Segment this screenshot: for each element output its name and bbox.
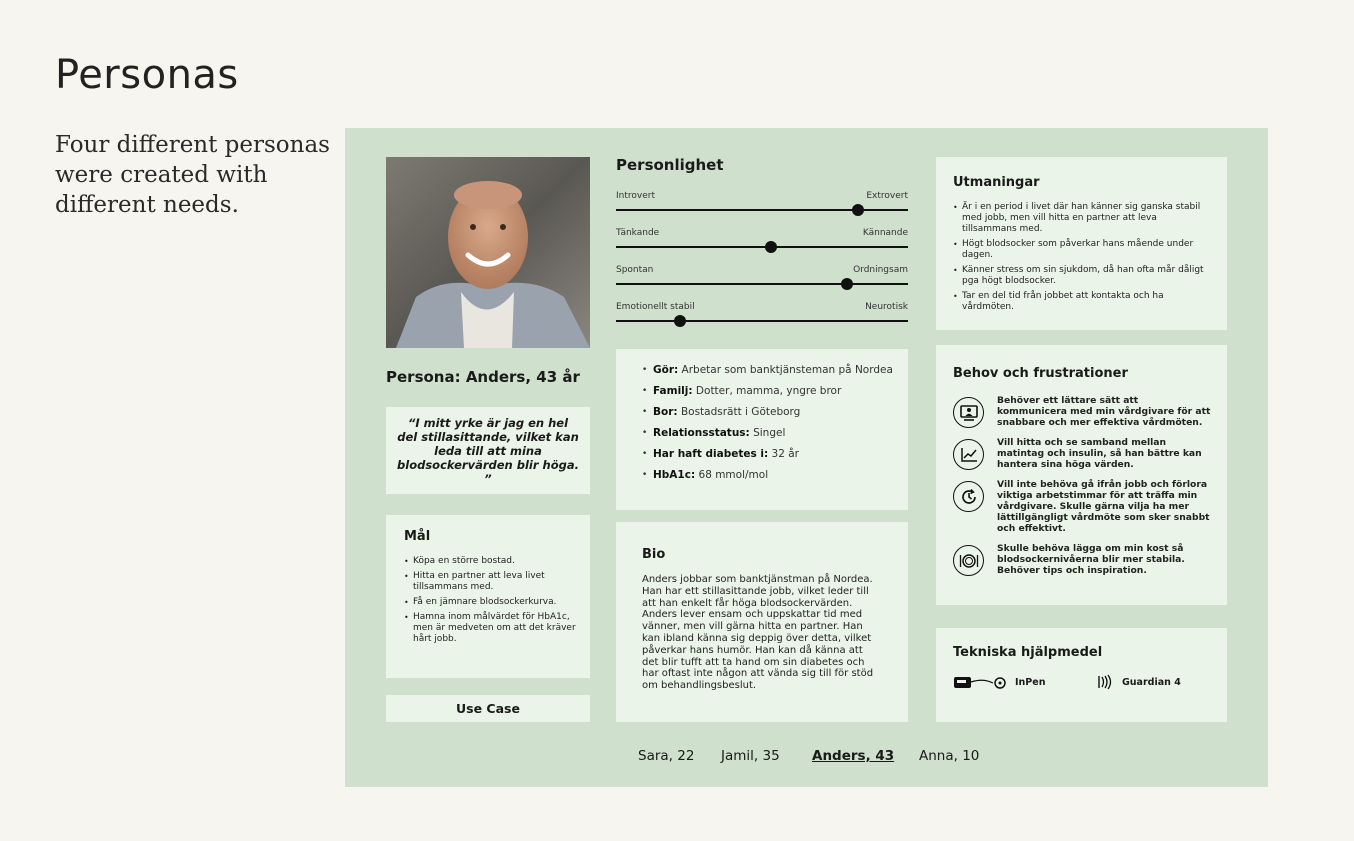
fact-item: • Bor: Bostadsrätt i Göteborg bbox=[642, 404, 894, 421]
persona-tab-jamil[interactable]: Jamil, 35 bbox=[721, 748, 780, 764]
persona-portrait-image bbox=[386, 157, 590, 348]
bio-text: Anders jobbar som banktjänstman på Nordea. Han har ett stillasittande jobb, vilket leder till att han enkelt får höga blodsockervärden. Anders lever ensam och uppskattar tid med vänner, men vill gärna hitta en partner. Han kan ibland känna sig deppig över detta, vilket påverkar hans humör. Han kan då känna att det blir tufft att ta hand om sin diabetes och har oftast inte någon att vända sig till för stöd om behandlingsbeslut. bbox=[642, 574, 874, 692]
trait-right-label: Extrovert bbox=[866, 191, 908, 201]
clock-arrow-icon bbox=[953, 481, 984, 512]
persona-tab-anna[interactable]: Anna, 10 bbox=[919, 748, 980, 764]
persona-photo bbox=[386, 157, 590, 348]
fact-item: • Gör: Arbetar som banktjänsteman på Nordea bbox=[642, 362, 894, 379]
trait-right-label: Kännande bbox=[862, 228, 908, 238]
trait-track bbox=[616, 320, 908, 322]
challenges-title: Utmaningar bbox=[953, 175, 1040, 190]
trait-knob bbox=[852, 204, 864, 216]
need-item: Vill inte behöva gå ifrån jobb och förlora viktiga arbetstimmar för att träffa min vårdgivare. Skulle gärna vilja ha mer lättillgängligt vårdmöte som sker snabbt och effektivt. bbox=[953, 479, 1211, 534]
need-item: Vill hitta och se samband mellan matintag och insulin, så han bättre kan hantera sina höga värden. bbox=[953, 437, 1211, 470]
trait-slider bbox=[616, 302, 908, 339]
list-item: • Är i en period i livet där han känner sig ganska stabil med jobb, men vill hitta en partner att leva tillsammans med. bbox=[953, 202, 1211, 235]
fact-item: • Har haft diabetes i: 32 år bbox=[642, 446, 894, 463]
trait-slider bbox=[616, 228, 908, 265]
list-item: • Hamna inom målvärdet för HbA1c, men är medveten om att det kräver hårt jobb. bbox=[404, 612, 578, 645]
persona-tab-sara[interactable]: Sara, 22 bbox=[638, 748, 695, 764]
need-item: Behöver ett lättare sätt att kommunicera med min vårdgivare för att snabbare och mer effektiva vårdmöten. bbox=[953, 395, 1211, 428]
needs-card bbox=[936, 345, 1227, 605]
fact-item: • Familj: Dotter, mamma, yngre bror bbox=[642, 383, 894, 400]
trait-left-label: Emotionellt stabil bbox=[616, 302, 695, 312]
insulin-pen-icon bbox=[953, 674, 1009, 690]
page-title: Personas bbox=[55, 52, 239, 98]
persona-name: Persona: Anders, 43 år bbox=[386, 368, 580, 386]
trait-slider bbox=[616, 191, 908, 228]
trait-left-label: Introvert bbox=[616, 191, 655, 201]
list-item: • Tar en del tid från jobbet att kontakta och ha vårdmöten. bbox=[953, 291, 1211, 313]
list-item: • Högt blodsocker som påverkar hans mående under dagen. bbox=[953, 239, 1211, 261]
use-case-button[interactable]: Use Case bbox=[386, 695, 590, 722]
trait-slider bbox=[616, 265, 908, 302]
trait-right-label: Neurotisk bbox=[865, 302, 908, 312]
goals-card bbox=[386, 515, 590, 678]
bio-title: Bio bbox=[642, 547, 666, 562]
trait-knob bbox=[674, 315, 686, 327]
personality-title: Personlighet bbox=[616, 156, 724, 174]
list-item: • Köpa en större bostad. bbox=[404, 556, 578, 567]
trait-right-label: Ordningsam bbox=[853, 265, 908, 275]
trait-track bbox=[616, 246, 908, 248]
fact-item: • HbA1c: 68 mmol/mol bbox=[642, 467, 894, 484]
bio-card bbox=[616, 522, 908, 722]
persona-tab-anders[interactable]: Anders, 43 bbox=[812, 748, 895, 764]
trait-knob bbox=[765, 241, 777, 253]
plate-icon bbox=[953, 545, 984, 576]
fact-item: • Relationsstatus: Singel bbox=[642, 425, 894, 442]
need-item: Skulle behöva lägga om min kost så blodsockernivåerna blir mer stabila. Behöver tips och inspiration. bbox=[953, 543, 1211, 576]
list-item: • Hitta en partner att leva livet tillsammans med. bbox=[404, 571, 578, 593]
facts-card bbox=[616, 349, 908, 510]
goals-title: Mål bbox=[404, 529, 431, 544]
chart-line-icon bbox=[953, 439, 984, 470]
goals-list bbox=[404, 556, 578, 645]
tech-item bbox=[1096, 674, 1181, 690]
intro-text: Four different personas were created with different needs. bbox=[55, 132, 330, 218]
tech-label: Guardian 4 bbox=[1122, 676, 1181, 688]
tech-title: Tekniska hjälpmedel bbox=[953, 645, 1103, 660]
trait-left-label: Spontan bbox=[616, 265, 654, 275]
list-item: • Få en jämnare blodsockerkurva. bbox=[404, 597, 578, 608]
trait-left-label: Tänkande bbox=[616, 228, 660, 238]
list-item: • Känner stress om sin sjukdom, då han ofta mår dåligt pga högt blodsocker. bbox=[953, 265, 1211, 287]
tech-card bbox=[936, 628, 1227, 722]
computer-user-icon bbox=[953, 397, 984, 428]
sensor-signal-icon bbox=[1096, 674, 1116, 690]
persona-board bbox=[345, 128, 1268, 787]
trait-track bbox=[616, 209, 908, 211]
tech-item bbox=[953, 674, 1096, 690]
tech-label: InPen bbox=[1015, 676, 1046, 688]
needs-title: Behov och frustrationer bbox=[953, 366, 1128, 381]
trait-track bbox=[616, 283, 908, 285]
personality-section bbox=[616, 156, 908, 339]
persona-quote: “I mitt yrke är jag en hel del stillasittande, vilket kan leda till att mina blodsockervärden blir höga. ” bbox=[386, 407, 590, 494]
challenges-card bbox=[936, 157, 1227, 330]
trait-knob bbox=[841, 278, 853, 290]
